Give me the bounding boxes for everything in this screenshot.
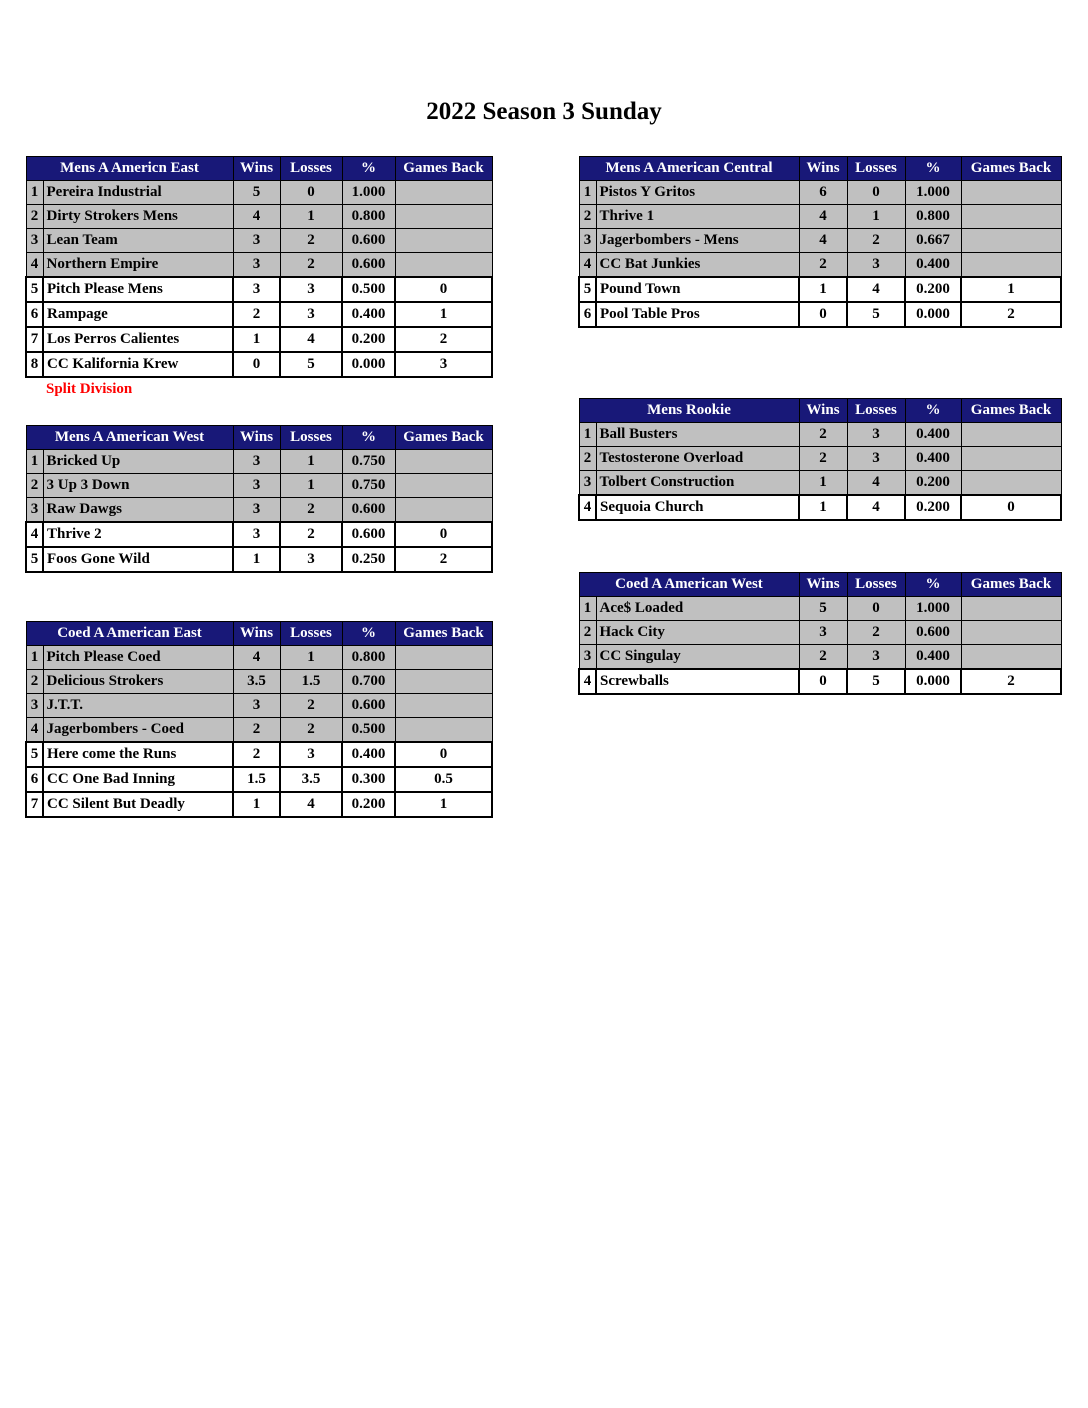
rank-cell: 3 <box>579 229 596 253</box>
rank-cell: 3 <box>26 229 43 253</box>
pct-cell: 0.400 <box>905 447 961 471</box>
pct-cell: 0.600 <box>342 253 395 278</box>
wins-cell: 5 <box>233 181 280 205</box>
pct-cell: 0.000 <box>905 669 961 694</box>
games-back-cell: 0 <box>395 742 492 767</box>
wins-header: Wins <box>233 157 280 181</box>
games-back-cell <box>961 253 1061 278</box>
games-back-header: Games Back <box>395 622 492 646</box>
wins-cell: 1 <box>233 327 280 352</box>
table-title: Coed A American East <box>26 622 233 646</box>
wins-cell: 0 <box>799 669 847 694</box>
rank-cell: 3 <box>579 645 596 670</box>
pct-cell: 0.667 <box>905 229 961 253</box>
team-row <box>579 621 1061 645</box>
losses-header: Losses <box>280 426 342 450</box>
standings-table-coed-a-american-west <box>578 572 1062 695</box>
games-back-cell: 3 <box>395 352 492 377</box>
table-title: Mens A American Central <box>579 157 799 181</box>
pct-cell: 0.400 <box>905 645 961 670</box>
losses-cell: 1.5 <box>280 670 342 694</box>
rank-cell: 4 <box>579 495 596 520</box>
team-row <box>26 522 492 547</box>
pct-cell: 0.200 <box>342 327 395 352</box>
losses-cell: 2 <box>847 229 905 253</box>
rank-cell: 2 <box>26 474 43 498</box>
team-row <box>579 447 1061 471</box>
team-row <box>26 718 492 743</box>
wins-cell: 3 <box>233 229 280 253</box>
rank-cell: 4 <box>26 253 43 278</box>
header-row <box>26 426 492 450</box>
rank-cell: 8 <box>26 352 43 377</box>
pct-cell: 0.000 <box>342 352 395 377</box>
wins-cell: 2 <box>799 447 847 471</box>
games-back-cell <box>961 205 1061 229</box>
wins-cell: 3 <box>799 621 847 645</box>
losses-cell: 3 <box>280 302 342 327</box>
team-row <box>26 742 492 767</box>
wins-header: Wins <box>799 573 847 597</box>
team-name-cell: Pereira Industrial <box>43 181 233 205</box>
pct-cell: 0.500 <box>342 718 395 743</box>
rank-cell: 1 <box>579 423 596 447</box>
table-title: Coed A American West <box>579 573 799 597</box>
games-back-cell <box>395 694 492 718</box>
pct-cell: 0.800 <box>905 205 961 229</box>
standings-table-coed-a-american-east <box>25 621 493 818</box>
table-title: Mens A American West <box>26 426 233 450</box>
games-back-cell: 0 <box>395 522 492 547</box>
games-back-cell <box>961 229 1061 253</box>
team-row <box>26 547 492 572</box>
wins-cell: 5 <box>799 597 847 621</box>
wins-cell: 4 <box>233 205 280 229</box>
losses-cell: 2 <box>280 229 342 253</box>
team-row <box>26 767 492 792</box>
losses-cell: 2 <box>280 694 342 718</box>
team-row <box>26 327 492 352</box>
rank-cell: 5 <box>26 742 43 767</box>
rank-cell: 2 <box>579 205 596 229</box>
team-row <box>579 645 1061 670</box>
team-name-cell: CC Silent But Deadly <box>43 792 233 817</box>
games-back-cell <box>395 670 492 694</box>
rank-cell: 4 <box>26 522 43 547</box>
standings-table-mens-a-american-central <box>578 156 1062 328</box>
pct-cell: 0.400 <box>342 302 395 327</box>
games-back-cell <box>961 447 1061 471</box>
games-back-cell <box>395 498 492 523</box>
games-back-header: Games Back <box>961 573 1061 597</box>
pct-cell: 0.400 <box>905 423 961 447</box>
team-name-cell: Ace$ Loaded <box>596 597 799 621</box>
losses-cell: 0 <box>847 597 905 621</box>
team-name-cell: Los Perros Calientes <box>43 327 233 352</box>
team-row <box>579 229 1061 253</box>
team-row <box>579 495 1061 520</box>
pct-cell: 0.400 <box>342 742 395 767</box>
losses-header: Losses <box>847 157 905 181</box>
rank-cell: 4 <box>579 669 596 694</box>
pct-cell: 0.200 <box>905 495 961 520</box>
wins-cell: 2 <box>233 718 280 743</box>
losses-cell: 2 <box>280 522 342 547</box>
games-back-cell <box>395 205 492 229</box>
wins-cell: 3 <box>233 522 280 547</box>
losses-cell: 2 <box>847 621 905 645</box>
games-back-cell: 1 <box>395 302 492 327</box>
losses-cell: 5 <box>847 669 905 694</box>
rank-cell: 1 <box>26 450 43 474</box>
team-row <box>26 670 492 694</box>
pct-cell: 0.600 <box>342 694 395 718</box>
losses-cell: 2 <box>280 253 342 278</box>
losses-cell: 2 <box>280 498 342 523</box>
wins-cell: 1 <box>233 792 280 817</box>
team-name-cell: Here come the Runs <box>43 742 233 767</box>
pct-cell: 0.400 <box>905 253 961 278</box>
team-row <box>26 277 492 302</box>
games-back-cell: 0 <box>395 277 492 302</box>
losses-header: Losses <box>280 157 342 181</box>
pct-header: % <box>905 157 961 181</box>
losses-cell: 1 <box>847 205 905 229</box>
pct-cell: 0.600 <box>905 621 961 645</box>
losses-cell: 4 <box>847 471 905 496</box>
wins-cell: 3 <box>233 498 280 523</box>
team-row <box>579 181 1061 205</box>
team-name-cell: Dirty Strokers Mens <box>43 205 233 229</box>
team-name-cell: Bricked Up <box>43 450 233 474</box>
wins-cell: 1 <box>799 277 847 302</box>
wins-header: Wins <box>799 157 847 181</box>
rank-cell: 5 <box>26 547 43 572</box>
pct-cell: 0.500 <box>342 277 395 302</box>
losses-cell: 4 <box>847 495 905 520</box>
pct-cell: 1.000 <box>342 181 395 205</box>
games-back-cell <box>395 181 492 205</box>
table-title: Mens Rookie <box>579 399 799 423</box>
team-name-cell: Ball Busters <box>596 423 799 447</box>
team-name-cell: CC Bat Junkies <box>596 253 799 278</box>
pct-cell: 0.200 <box>342 792 395 817</box>
rank-cell: 3 <box>26 694 43 718</box>
games-back-cell: 2 <box>395 327 492 352</box>
pct-cell: 0.750 <box>342 450 395 474</box>
wins-cell: 3 <box>233 450 280 474</box>
team-name-cell: Foos Gone Wild <box>43 547 233 572</box>
header-row <box>579 157 1061 181</box>
games-back-cell <box>395 718 492 743</box>
losses-header: Losses <box>847 573 905 597</box>
rank-cell: 2 <box>26 670 43 694</box>
rank-cell: 1 <box>26 646 43 670</box>
table-title: Mens A Americn East <box>26 157 233 181</box>
games-back-cell <box>961 621 1061 645</box>
rank-cell: 7 <box>26 327 43 352</box>
wins-cell: 1 <box>799 495 847 520</box>
split-division-label: Split Division <box>46 381 133 397</box>
team-name-cell: J.T.T. <box>43 694 233 718</box>
losses-header: Losses <box>280 622 342 646</box>
wins-cell: 6 <box>799 181 847 205</box>
wins-cell: 2 <box>233 742 280 767</box>
rank-cell: 3 <box>579 471 596 496</box>
team-name-cell: Lean Team <box>43 229 233 253</box>
losses-cell: 1 <box>280 646 342 670</box>
games-back-cell <box>961 471 1061 496</box>
games-back-cell <box>961 181 1061 205</box>
team-row <box>579 423 1061 447</box>
rank-cell: 5 <box>579 277 596 302</box>
pct-header: % <box>342 426 395 450</box>
rank-cell: 6 <box>26 767 43 792</box>
team-name-cell: Thrive 2 <box>43 522 233 547</box>
rank-cell: 5 <box>26 277 43 302</box>
losses-cell: 3.5 <box>280 767 342 792</box>
wins-cell: 3 <box>233 474 280 498</box>
header-row <box>579 399 1061 423</box>
rank-cell: 1 <box>579 181 596 205</box>
pct-cell: 0.600 <box>342 498 395 523</box>
team-name-cell: Jagerbombers - Mens <box>596 229 799 253</box>
wins-header: Wins <box>799 399 847 423</box>
games-back-cell: 2 <box>395 547 492 572</box>
team-name-cell: Testosterone Overload <box>596 447 799 471</box>
team-row <box>26 181 492 205</box>
losses-cell: 3 <box>847 423 905 447</box>
games-back-cell <box>395 646 492 670</box>
team-name-cell: Screwballs <box>596 669 799 694</box>
games-back-cell: 1 <box>961 277 1061 302</box>
rank-cell: 4 <box>579 253 596 278</box>
team-name-cell: Pitch Please Coed <box>43 646 233 670</box>
rank-cell: 4 <box>26 718 43 743</box>
wins-cell: 3 <box>233 253 280 278</box>
losses-cell: 0 <box>847 181 905 205</box>
games-back-cell <box>395 229 492 253</box>
rank-cell: 6 <box>579 302 596 327</box>
wins-cell: 0 <box>799 302 847 327</box>
team-row <box>26 646 492 670</box>
games-back-cell: 2 <box>961 669 1061 694</box>
games-back-cell <box>395 253 492 278</box>
rank-cell: 7 <box>26 792 43 817</box>
team-row <box>579 302 1061 327</box>
team-row <box>26 229 492 253</box>
games-back-cell <box>961 423 1061 447</box>
pct-cell: 0.800 <box>342 646 395 670</box>
wins-cell: 1 <box>799 471 847 496</box>
games-back-cell: 0.5 <box>395 767 492 792</box>
team-row <box>26 450 492 474</box>
losses-header: Losses <box>847 399 905 423</box>
games-back-cell: 1 <box>395 792 492 817</box>
losses-cell: 0 <box>280 181 342 205</box>
team-row <box>26 352 492 377</box>
games-back-cell <box>961 645 1061 670</box>
rank-cell: 6 <box>26 302 43 327</box>
losses-cell: 4 <box>280 792 342 817</box>
team-name-cell: 3 Up 3 Down <box>43 474 233 498</box>
rank-cell: 1 <box>26 181 43 205</box>
team-row <box>579 669 1061 694</box>
losses-cell: 5 <box>280 352 342 377</box>
games-back-header: Games Back <box>395 426 492 450</box>
team-name-cell: Hack City <box>596 621 799 645</box>
rank-cell: 2 <box>579 621 596 645</box>
team-name-cell: Pound Town <box>596 277 799 302</box>
standings-table-mens-a-american-west <box>25 425 493 573</box>
losses-cell: 1 <box>280 205 342 229</box>
rank-cell: 2 <box>26 205 43 229</box>
wins-cell: 1.5 <box>233 767 280 792</box>
team-name-cell: CC Kalifornia Krew <box>43 352 233 377</box>
pct-header: % <box>342 622 395 646</box>
wins-cell: 2 <box>799 423 847 447</box>
team-row <box>26 498 492 523</box>
losses-cell: 4 <box>280 327 342 352</box>
team-row <box>579 277 1061 302</box>
pct-cell: 0.200 <box>905 277 961 302</box>
rank-cell: 3 <box>26 498 43 523</box>
pct-header: % <box>905 399 961 423</box>
wins-cell: 2 <box>799 645 847 670</box>
team-name-cell: Rampage <box>43 302 233 327</box>
pct-header: % <box>905 573 961 597</box>
losses-cell: 5 <box>847 302 905 327</box>
team-name-cell: CC One Bad Inning <box>43 767 233 792</box>
losses-cell: 2 <box>280 718 342 743</box>
wins-cell: 3 <box>233 277 280 302</box>
pct-cell: 1.000 <box>905 597 961 621</box>
team-row <box>579 253 1061 278</box>
losses-cell: 3 <box>847 645 905 670</box>
team-row <box>26 253 492 278</box>
team-name-cell: Northern Empire <box>43 253 233 278</box>
header-row <box>579 573 1061 597</box>
team-name-cell: Pool Table Pros <box>596 302 799 327</box>
wins-header: Wins <box>233 622 280 646</box>
games-back-header: Games Back <box>961 157 1061 181</box>
pct-cell: 0.200 <box>905 471 961 496</box>
pct-cell: 0.000 <box>905 302 961 327</box>
team-name-cell: Raw Dawgs <box>43 498 233 523</box>
team-row <box>579 597 1061 621</box>
team-row <box>26 474 492 498</box>
losses-cell: 1 <box>280 474 342 498</box>
pct-cell: 0.750 <box>342 474 395 498</box>
header-row <box>26 157 492 181</box>
standings-table-mens-rookie <box>578 398 1062 521</box>
team-name-cell: Tolbert Construction <box>596 471 799 496</box>
pct-cell: 0.600 <box>342 522 395 547</box>
team-name-cell: Thrive 1 <box>596 205 799 229</box>
wins-header: Wins <box>233 426 280 450</box>
games-back-cell: 2 <box>961 302 1061 327</box>
header-row <box>26 622 492 646</box>
team-row <box>26 302 492 327</box>
pct-cell: 0.250 <box>342 547 395 572</box>
losses-cell: 3 <box>847 253 905 278</box>
wins-cell: 2 <box>233 302 280 327</box>
team-name-cell: Jagerbombers - Coed <box>43 718 233 743</box>
pct-cell: 0.600 <box>342 229 395 253</box>
wins-cell: 0 <box>233 352 280 377</box>
losses-cell: 3 <box>280 742 342 767</box>
losses-cell: 3 <box>847 447 905 471</box>
wins-cell: 3 <box>233 694 280 718</box>
wins-cell: 4 <box>799 229 847 253</box>
losses-cell: 3 <box>280 547 342 572</box>
team-name-cell: CC Singulay <box>596 645 799 670</box>
pct-cell: 0.300 <box>342 767 395 792</box>
team-row <box>579 471 1061 496</box>
team-name-cell: Sequoia Church <box>596 495 799 520</box>
games-back-cell <box>395 474 492 498</box>
team-name-cell: Pistos Y Gritos <box>596 181 799 205</box>
standings-table-mens-a-american-east <box>25 156 493 378</box>
pct-cell: 0.800 <box>342 205 395 229</box>
rank-cell: 2 <box>579 447 596 471</box>
team-name-cell: Delicious Strokers <box>43 670 233 694</box>
games-back-cell <box>395 450 492 474</box>
rank-cell: 1 <box>579 597 596 621</box>
wins-cell: 1 <box>233 547 280 572</box>
pct-cell: 0.700 <box>342 670 395 694</box>
losses-cell: 1 <box>280 450 342 474</box>
games-back-cell: 0 <box>961 495 1061 520</box>
team-row <box>579 205 1061 229</box>
wins-cell: 3.5 <box>233 670 280 694</box>
team-row <box>26 205 492 229</box>
wins-cell: 2 <box>799 253 847 278</box>
wins-cell: 4 <box>233 646 280 670</box>
wins-cell: 4 <box>799 205 847 229</box>
team-row <box>26 792 492 817</box>
losses-cell: 3 <box>280 277 342 302</box>
pct-cell: 1.000 <box>905 181 961 205</box>
page-title: 2022 Season 3 Sunday <box>426 98 662 125</box>
games-back-header: Games Back <box>961 399 1061 423</box>
games-back-cell <box>961 597 1061 621</box>
team-name-cell: Pitch Please Mens <box>43 277 233 302</box>
losses-cell: 4 <box>847 277 905 302</box>
games-back-header: Games Back <box>395 157 492 181</box>
team-row <box>26 694 492 718</box>
pct-header: % <box>342 157 395 181</box>
